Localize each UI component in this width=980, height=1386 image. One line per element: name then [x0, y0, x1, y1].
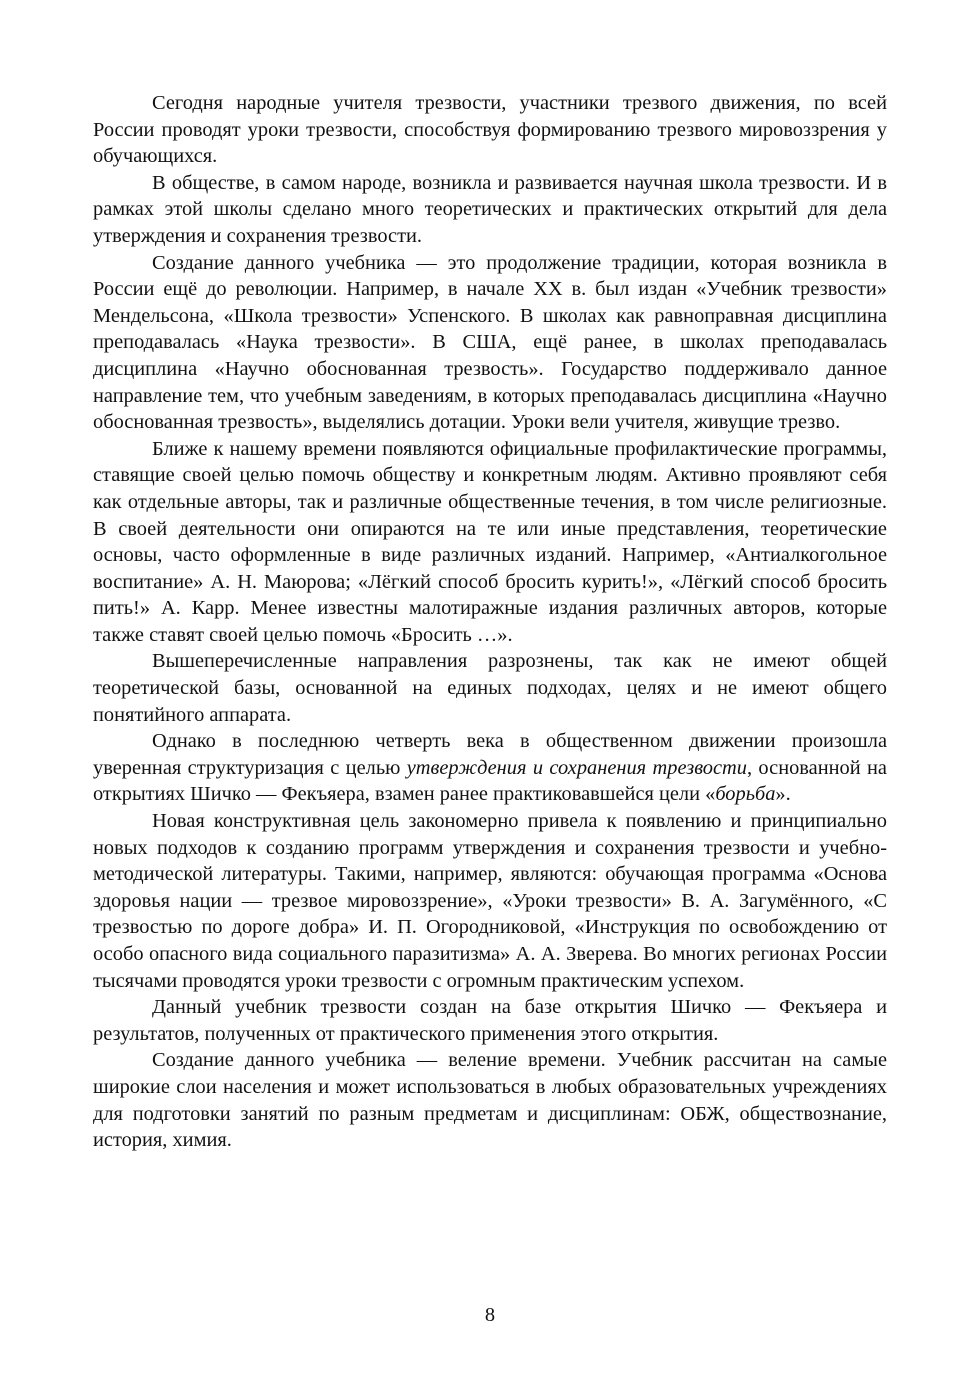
- text-run: Однако в последнюю четверть века в общественном движении произошла уверенная структуризация с целью: [93, 730, 887, 779]
- page-body: [93, 90, 887, 1154]
- paragraph-8: [93, 994, 887, 1047]
- text-run: , основанной на открытиях Шичко — Фекъяера, взамен ранее практиковавшейся цели «: [93, 756, 887, 806]
- paragraph-7: [93, 808, 887, 994]
- italic-phrase: утверждения и сохранения трезвости: [406, 756, 747, 779]
- text-run: Данный учебник трезвости создан на базе открытия Шичко — Фекъяера и результатов, полученных от практического применения этого открытия.: [93, 996, 887, 1045]
- paragraph-1: [93, 90, 887, 170]
- text-run: Сегодня народные учителя трезвости, участники трезвого движения, по всей России проводят уроки трезвости, способствуя формированию трезвого мировоззрения у обучающихся.: [93, 92, 887, 168]
- text-run: Новая конструктивная цель закономерно привела к появлению и принципиально новых подходов к созданию программ утверждения и сохранения трезвости и учебно-методической литературы. Такими, например, являются: обучающая программа «Основа здоровья нации — трезвое мировоззрение», «Уроки трезвости» В. А. Загумённого, «С трезвостью по дороге добра» И. П. Огородниковой, «Инструкция по освобождению от особо опасного вида социального паразитизма» А. А. Зверева. Во многих регионах России тысячами проводятся уроки трезвости с огромным практическим успехом.: [93, 810, 887, 992]
- text-run: Ближе к нашему времени появляются официальные профилактические программы, ставящие своей целью помочь обществу и конкретным людям. Активно проявляют себя как отдельные авторы, так и различные общественные течения, в том числе религиозные. В своей деятельности они опираются на те или иные представления, теоретические основы, часто оформленные в виде различных изданий. Например, «Антиалкогольное воспитание» А. Н. Маюрова; «Лёгкий способ бросить курить!», «Лёгкий способ бросить пить!» А. Карр. Менее известны малотиражные издания различных авторов, которые также ставят своей целью помочь «Бросить …».: [93, 437, 887, 646]
- text-run: Создание данного учебника — веление времени. Учебник рассчитан на самые широкие слои населения и может использоваться в любых образовательных учреждениях для подготовки занятий по разным предметам и дисциплинам: ОБЖ, обществознание, история, химия.: [93, 1049, 887, 1152]
- text-run: ».: [775, 783, 791, 806]
- text-run: В обществе, в самом народе, возникла и развивается научная школа трезвости. И в рамках этой школы сделано много теоретических и практических открытий для дела утверждения и сохранения трезвости.: [93, 171, 887, 247]
- italic-phrase: борьба: [715, 783, 776, 806]
- text-run: Создание данного учебника — это продолжение традиции, которая возникла в России ещё до революции. Например, в начале XX в. был издан «Учебник трезвости» Мендельсона, «Школа трезвости» Успенского. В школах как равноправная дисциплина преподавалась «Наука трезвости». В США, ещё ранее, в школах преподавалась дисциплина «Научно обоснованная трезвость». Государство поддерживало данное направление тем, что учебным заведениям, в которых преподавалась дисциплина «Научно обоснованная трезвость», выделялись дотации. Уроки вели учителя, живущие трезво.: [93, 251, 887, 434]
- text-run: Вышеперечисленные направления разрознены, так как не имеют общей теоретической базы, основанной на единых подходах, целях и не имеют общего понятийного аппарата.: [93, 650, 887, 726]
- paragraph-5: [93, 648, 887, 728]
- paragraph-2: [93, 170, 887, 250]
- paragraph-3: [93, 250, 887, 436]
- paragraph-4: [93, 436, 887, 649]
- paragraph-6: [93, 728, 887, 808]
- page-number: 8: [484, 1304, 496, 1326]
- paragraph-9: [93, 1047, 887, 1153]
